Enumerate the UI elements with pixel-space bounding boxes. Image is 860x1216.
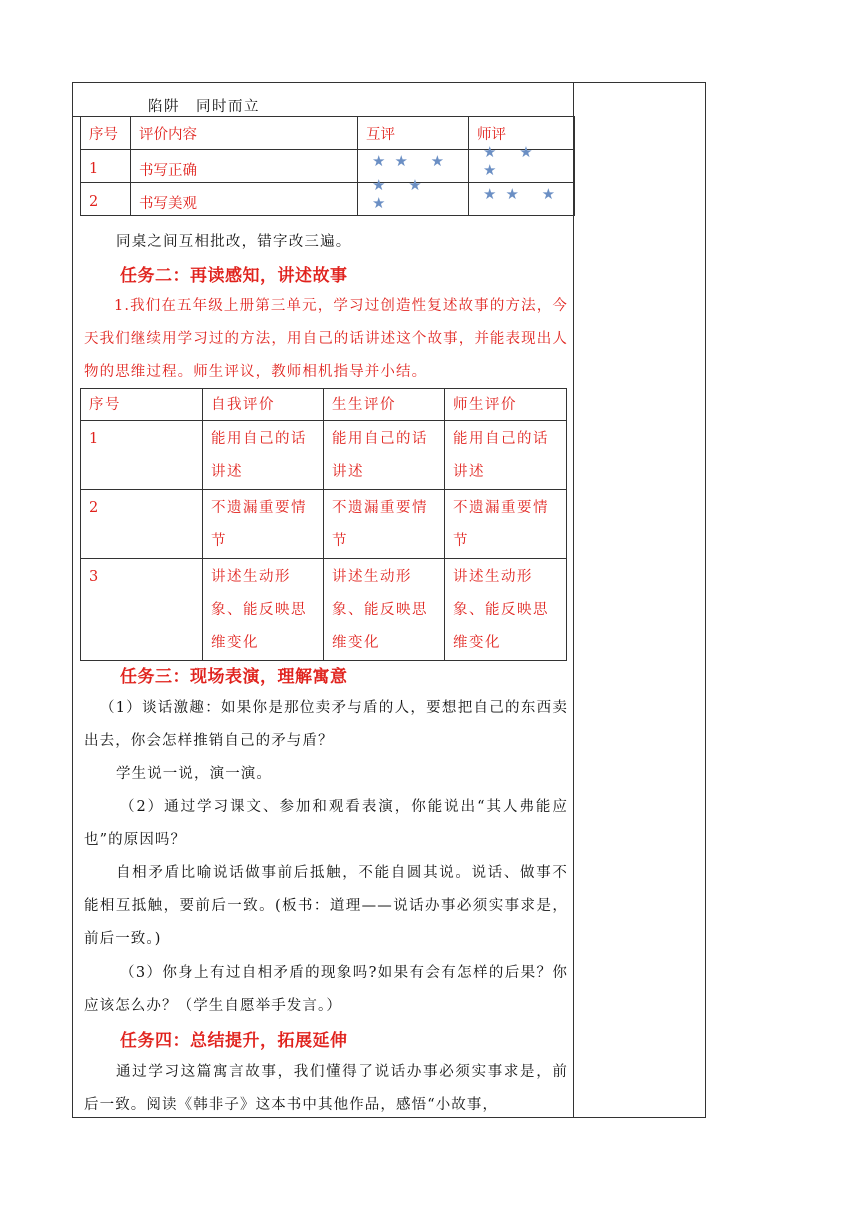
row-number: 1 <box>81 150 131 183</box>
table-row <box>81 421 567 490</box>
row-content: 书写正确 <box>131 150 358 183</box>
teacher-evaluation-cell: 能用自己的话讲述 <box>445 421 567 490</box>
header-cell: 生生评价 <box>324 389 445 421</box>
task2-paragraph: 1.我们在五年级上册第三单元，学习过创造性复述故事的方法，今天我们继续用学习过的方法，用自己的话讲述这个故事，并能表现出人物的思维过程。师生评议，教师相机指导并小结。 <box>84 298 568 380</box>
table-row <box>81 150 575 183</box>
peer-correction-note: 同桌之间互相批改，错字改三遍。 <box>116 234 352 250</box>
teacher-evaluation-cell: 讲述生动形象、能反映思维变化 <box>445 559 567 661</box>
header-cell: 自我评价 <box>203 389 324 421</box>
task4-heading: 任务四：总结提升，拓展延伸 <box>120 1031 348 1051</box>
storytelling-evaluation-table <box>80 388 567 661</box>
row-number: 3 <box>81 559 203 661</box>
peer-stars-icon: ★★ ★ <box>372 152 454 170</box>
table-row <box>81 559 567 661</box>
header-cell: 互评 <box>358 117 469 150</box>
header-cell: 师评 <box>469 117 575 150</box>
peer-evaluation-cell: 不遗漏重要情节 <box>324 490 445 559</box>
row-number: 2 <box>81 490 203 559</box>
header-cell: 序号 <box>81 389 203 421</box>
self-evaluation-cell: 不遗漏重要情节 <box>203 490 324 559</box>
task2-heading: 任务二：再读感知，讲述故事 <box>120 266 348 286</box>
task4-paragraph-1: 通过学习这篇寓言故事，我们懂得了说话办事必须实事求是，前后一致。阅读《韩非子》这本书中其他作品，感悟“小故事， <box>84 1064 568 1113</box>
teacher-stars-icon: ★★ ★ <box>483 185 565 203</box>
task3-paragraph-1: （1）谈话激趣：如果你是那位卖矛与盾的人，要想把自己的东西卖出去，你会怎样推销自己的矛与盾？ <box>84 700 568 749</box>
header-cell: 师生评价 <box>445 389 567 421</box>
task3-paragraph-4: 自相矛盾比喻说话做事前后抵触，不能自圆其说。说话、做事不能相互抵触，要前后一致。(板书：道理——说话办事必须实事求是，前后一致。) <box>84 865 568 947</box>
table-row <box>81 183 575 216</box>
task3-paragraph-5: （3）你身上有过自相矛盾的现象吗?如果有会有怎样的后果？你应该怎么办？（学生自愿举手发言。） <box>84 965 568 1014</box>
task3-heading: 任务三：现场表演，理解寓意 <box>120 667 348 687</box>
header-cell: 评价内容 <box>131 117 358 150</box>
task3-paragraph-2: 学生说一说，演一演。 <box>116 766 272 782</box>
self-evaluation-cell: 讲述生动形象、能反映思维变化 <box>203 559 324 661</box>
self-evaluation-cell: 能用自己的话讲述 <box>203 421 324 490</box>
row-content: 书写美观 <box>131 183 358 216</box>
top-line: 陷阱 同时而立 <box>148 99 260 115</box>
writing-evaluation-table <box>80 116 575 216</box>
table-row <box>81 490 567 559</box>
table-header-row <box>81 389 567 421</box>
peer-evaluation-cell: 能用自己的话讲述 <box>324 421 445 490</box>
teacher-evaluation-cell: 不遗漏重要情节 <box>445 490 567 559</box>
header-cell: 序号 <box>81 117 131 150</box>
task3-paragraph-3: （2）通过学习课文、参加和观看表演，你能说出“其人弗能应也”的原因吗？ <box>84 799 568 848</box>
row-number: 1 <box>81 421 203 490</box>
peer-evaluation-cell: 讲述生动形象、能反映思维变化 <box>324 559 445 661</box>
teacher-stars-icon: ★ ★ ★ <box>483 143 542 179</box>
peer-stars-icon: ★ ★ ★ <box>372 176 431 212</box>
row-number: 2 <box>81 183 131 216</box>
column-divider <box>573 82 574 1118</box>
